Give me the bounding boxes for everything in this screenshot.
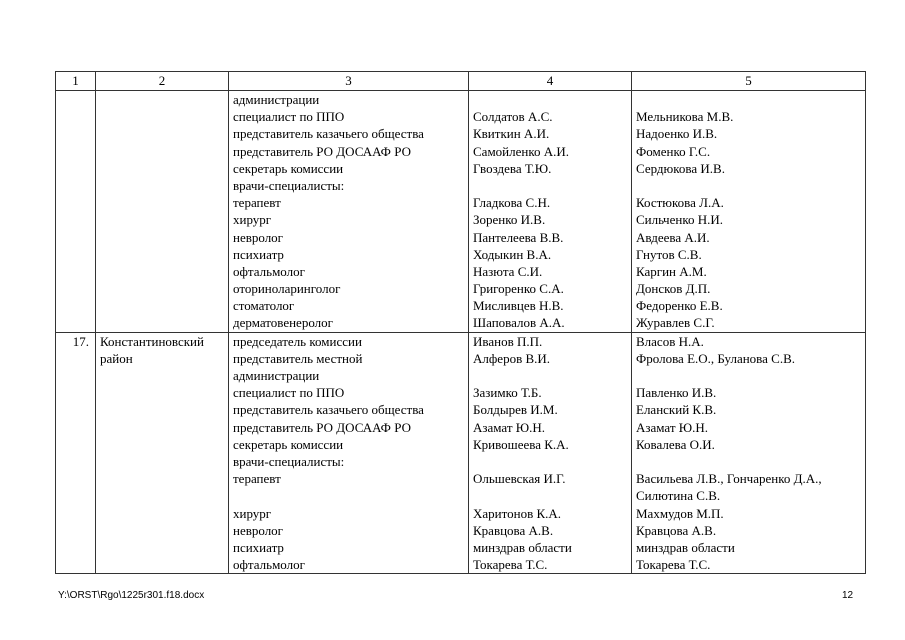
member-line: Ольшевская И.Г. (473, 471, 566, 487)
member-line: Ходыкин В.А. (473, 246, 552, 262)
member-line: Самойленко А.И. (473, 143, 570, 159)
role-line (233, 487, 468, 504)
reserve-line: минздрав области (636, 539, 735, 555)
header-cell: 4 (469, 72, 632, 91)
member-line: Кривошеева К.А. (473, 436, 569, 452)
reserve-line: Еланский К.В. (636, 402, 717, 418)
reserve-line: Токарева Т.С. (636, 557, 711, 573)
role-line: хирург (233, 505, 272, 521)
role-line: представитель казачьего общества (233, 402, 424, 418)
role-line: специалист по ППО (233, 109, 345, 125)
role-line: администрации (233, 368, 320, 383)
role-line: специалист по ППО (233, 385, 345, 401)
member-line: Пантелеева В.В. (473, 229, 564, 245)
role-line: врачи-специалисты: (233, 177, 345, 193)
member-line: Кравцова А.В. (473, 522, 554, 538)
role-line: терапевт (233, 195, 281, 211)
member-line: Григоренко С.А. (473, 281, 564, 297)
header-cell: 5 (632, 72, 866, 91)
role-cell (229, 332, 469, 574)
member-cell (469, 332, 632, 574)
reserve-line: Кравцова А.В. (636, 522, 717, 538)
reserve-line: Костюкова Л.А. (636, 195, 724, 211)
reserve-line: Ковалева О.И. (636, 436, 715, 452)
reserve-line: Авдеева А.И. (636, 229, 710, 245)
reserve-line: Фролова Е.О., Буланова С.В. (636, 350, 796, 366)
member-line (473, 367, 631, 384)
member-cell (469, 91, 632, 333)
district-line: Константиновский (100, 333, 204, 349)
role-line: представитель местной (233, 350, 363, 366)
reserve-line: Васильева Л.В., Гончаренко Д.А., (636, 471, 822, 487)
member-line (473, 487, 631, 504)
role-line: невролог (233, 229, 284, 245)
reserve-line (636, 177, 865, 194)
role-line: стоматолог (233, 298, 295, 314)
role-line: представитель казачьего общества (233, 126, 424, 142)
member-line: Назюта С.И. (473, 263, 543, 279)
reserve-line: Сильченко Н.И. (636, 212, 724, 228)
reserve-line: Фоменко Г.С. (636, 143, 711, 159)
member-line (473, 177, 631, 194)
member-line: Гвоздева Т.Ю. (473, 160, 552, 176)
member-line: Токарева Т.С. (473, 557, 548, 573)
table-row (56, 332, 866, 574)
reserve-line: Сердюкова И.В. (636, 160, 725, 176)
role-line: психиатр (233, 246, 284, 262)
member-line: минздрав области (473, 539, 572, 555)
member-line: Мисливцев Н.В. (473, 298, 564, 314)
role-line: психиатр (233, 539, 284, 555)
table-row (56, 91, 866, 333)
reserve-line (636, 453, 865, 470)
reserve-line: Донсков Д.П. (636, 281, 711, 297)
reserve-cell (632, 332, 866, 574)
header-cell: 1 (56, 72, 96, 91)
role-line: оториноларинголог (233, 281, 341, 297)
member-line: Зазимко Т.Б. (473, 385, 542, 401)
role-line: представитель РО ДОСААФ РО (233, 419, 411, 435)
member-line: Квиткин А.И. (473, 126, 550, 142)
row-number-cell: 17. (56, 332, 96, 574)
member-line: Иванов П.П. (473, 333, 543, 349)
member-line: Солдатов А.С. (473, 109, 553, 125)
role-line: председатель комиссии (233, 333, 362, 349)
member-line: Шаповалов А.А. (473, 315, 565, 331)
role-line: терапевт (233, 471, 281, 487)
district-line: район (100, 350, 133, 366)
reserve-cell (632, 91, 866, 333)
reserve-line: Гнутов С.В. (636, 246, 702, 262)
role-line: офтальмолог (233, 263, 305, 279)
reserve-line: Каргин А.М. (636, 263, 707, 279)
role-line: дерматовенеролог (233, 315, 333, 331)
role-line: секретарь комиссии (233, 436, 344, 452)
reserve-line (636, 91, 865, 108)
footer-page-number: 12 (842, 590, 854, 601)
member-line (473, 91, 631, 108)
member-line: Харитонов К.А. (473, 505, 562, 521)
role-line: представитель РО ДОСААФ РО (233, 143, 411, 159)
role-line: врачи-специалисты: (233, 453, 345, 469)
table-header-row (56, 72, 866, 91)
member-line: Гладкова С.Н. (473, 195, 551, 211)
district-cell (96, 91, 229, 333)
row-number-cell (56, 91, 96, 333)
reserve-line: Махмудов М.П. (636, 505, 724, 521)
role-line: офтальмолог (233, 557, 305, 573)
reserve-line: Журавлев С.Г. (636, 315, 715, 331)
reserve-line (636, 367, 865, 384)
commission-table (55, 71, 866, 574)
member-line: Азамат Ю.Н. (473, 419, 546, 435)
member-line: Зоренко И.В. (473, 212, 546, 228)
member-line: Алферов В.И. (473, 350, 551, 366)
member-line (473, 453, 631, 470)
reserve-line: Власов Н.А. (636, 333, 704, 349)
reserve-line: Надоенко И.В. (636, 126, 718, 142)
reserve-line: Павленко И.В. (636, 385, 717, 401)
role-line: хирург (233, 212, 272, 228)
reserve-line: Мельникова М.В. (636, 109, 734, 125)
reserve-line: Азамат Ю.Н. (636, 419, 709, 435)
role-line: администрации (233, 92, 320, 107)
district-cell (96, 332, 229, 574)
reserve-line: Силютина С.В. (636, 488, 721, 504)
role-line: секретарь комиссии (233, 160, 344, 176)
header-cell: 2 (96, 72, 229, 91)
member-line: Болдырев И.М. (473, 402, 558, 418)
header-cell: 3 (229, 72, 469, 91)
footer-file-path: Y:\ORST\Rgo\1225r301.f18.docx (58, 590, 205, 601)
role-line: невролог (233, 522, 284, 538)
role-cell (229, 91, 469, 333)
reserve-line: Федоренко Е.В. (636, 298, 723, 314)
